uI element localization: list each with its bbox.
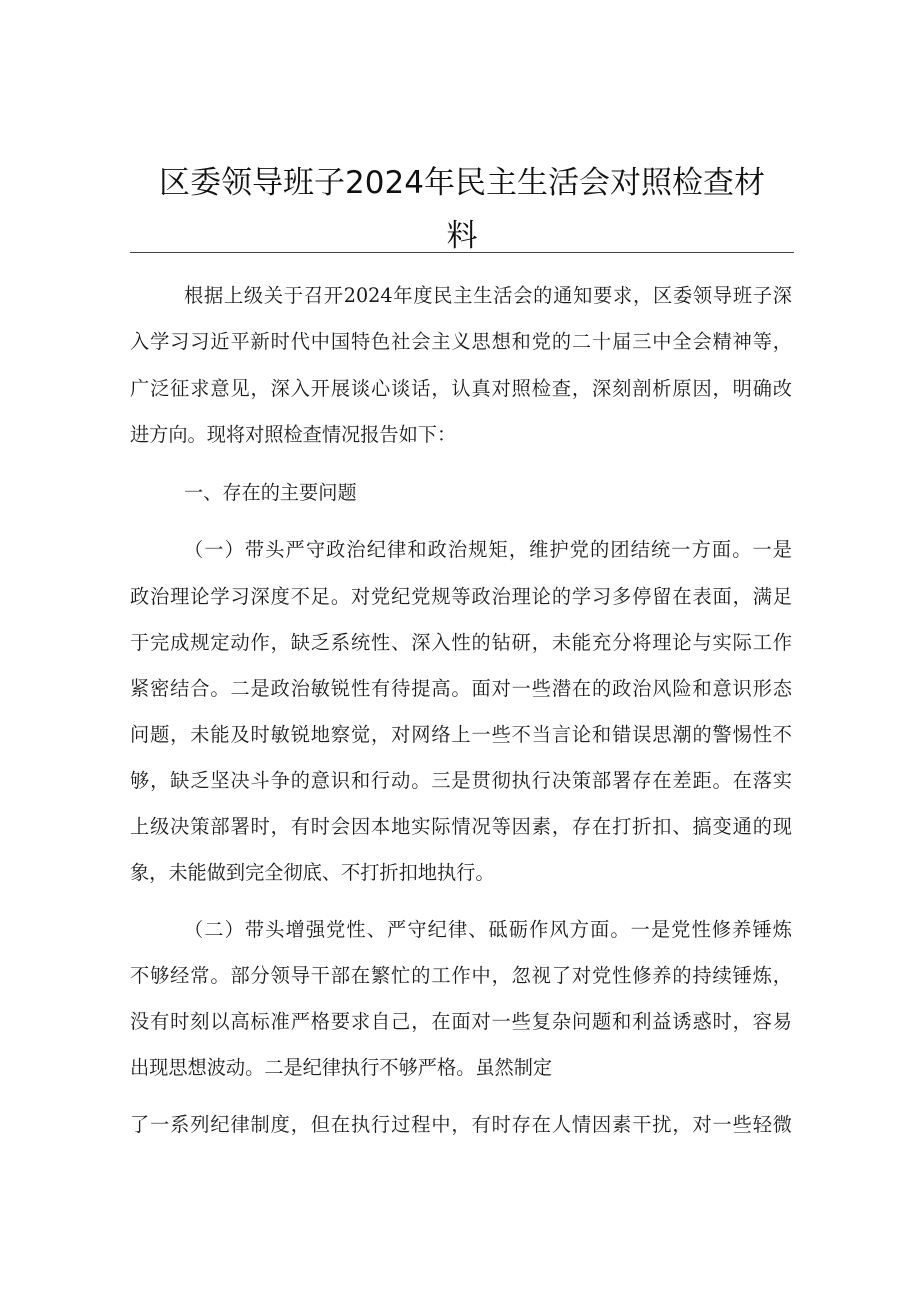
body-text-line: 一、存在的主要问题	[184, 481, 357, 504]
body-text-line: 政治理论学习深度不足。对党纪党规等政治理论的学习多停留在表面，满足	[130, 585, 792, 608]
body-text-line: 于完成规定动作，缺乏系统性、深入性的钻研，未能充分将理论与实际工作	[130, 631, 792, 654]
body-text-line: 出现思想波动。二是纪律执行不够严格。虽然制定	[130, 1056, 553, 1079]
body-text-line: 了一系列纪律制度，但在执行过程中，有时存在人情因素干扰，对一些轻微	[130, 1113, 792, 1136]
body-text-line: （二）带头增强党性、严守纪律、砥砺作风方面。一是党性修养锤炼	[184, 918, 792, 941]
body-text-line: 够，缺乏坚决斗争的意识和行动。三是贯彻执行决策部署存在差距。在落实	[130, 769, 792, 792]
body-text-line: 广泛征求意见，深入开展谈心谈话，认真对照检查，深刻剖析原因，明确改	[130, 377, 792, 400]
document-title-line-1: 区委领导班子2024年民主生活会对照检查材	[159, 165, 765, 201]
body-text-line: （一）带头严守政治纪律和政治规矩，维护党的团结统一方面。一是	[184, 538, 792, 561]
body-text-line: 根据上级关于召开2024年度民主生活会的通知要求，区委领导班子深	[184, 284, 792, 307]
title-divider	[130, 252, 794, 253]
body-text-line: 象，未能做到完全彻底、不打折扣地执行。	[130, 861, 495, 884]
document-title-line-2: 料	[446, 218, 478, 254]
body-text-line: 入学习习近平新时代中国特色社会主义思想和党的二十届三中全会精神等，	[130, 330, 792, 353]
body-text-line: 上级决策部署时，有时会因本地实际情况等因素，存在打折扣、搞变通的现	[130, 815, 792, 838]
body-text-line: 不够经常。部分领导干部在繁忙的工作中，忽视了对党性修养的持续锤炼，	[130, 964, 792, 987]
body-text-line: 没有时刻以高标准严格要求自己，在面对一些复杂问题和利益诱惑时，容易	[130, 1010, 792, 1033]
body-text-line: 问题，未能及时敏锐地察觉，对网络上一些不当言论和错误思潮的警惕性不	[130, 723, 792, 746]
body-text-line: 紧密结合。二是政治敏锐性有待提高。面对一些潜在的政治风险和意识形态	[130, 677, 792, 700]
body-text-line: 进方向。现将对照检查情况报告如下：	[130, 423, 457, 446]
